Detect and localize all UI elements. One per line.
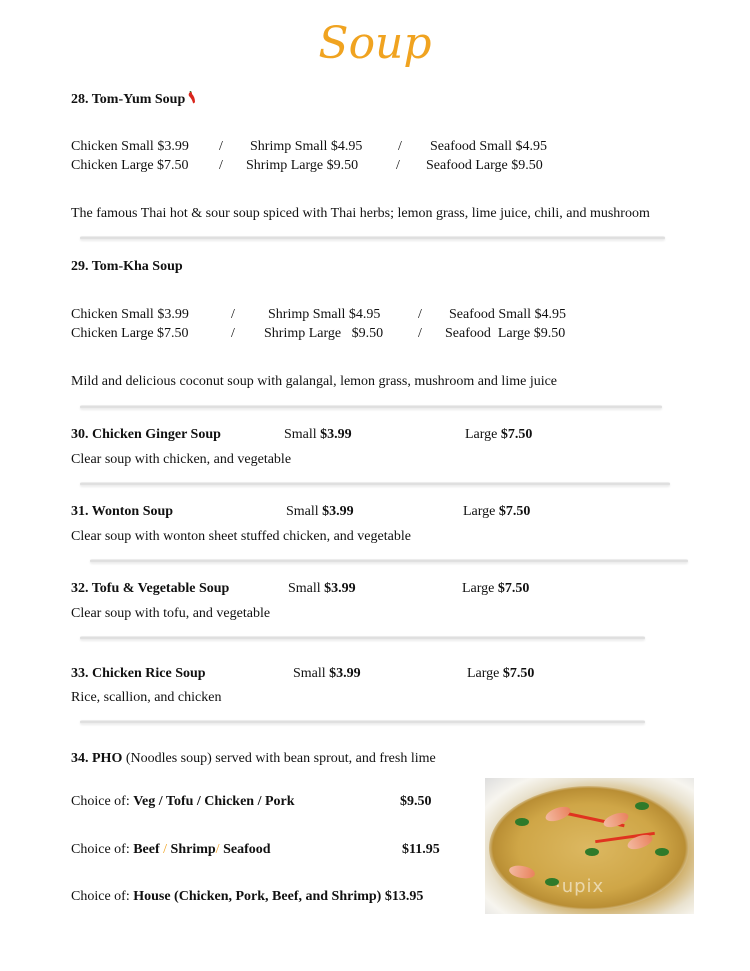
item-32-small: Small $3.99 — [288, 581, 356, 596]
sep: / — [231, 307, 235, 322]
menu-title: Soup — [318, 18, 432, 69]
tom-yum-heading — [71, 91, 197, 108]
pho-description: (Noodles soup) served with bean sprout, and fresh lime — [122, 751, 436, 766]
item-30-small: Small $3.99 — [284, 427, 352, 442]
pho-choice-2: Choice of: Beef / Shrimp/ Seafood — [71, 842, 271, 857]
tom-yum-price-6: Seafood Large $9.50 — [426, 158, 543, 173]
tom-kha-price-4: Chicken Large $7.50 — [71, 326, 189, 341]
tom-kha-price-6: Seafood Large $9.50 — [445, 326, 566, 341]
item-32-description: Clear soup with tofu, and vegetable — [71, 606, 271, 621]
tom-yum-price-2: Shrimp Small $4.95 — [250, 139, 363, 154]
sep: / — [219, 139, 223, 154]
tom-yum-name: 28. Tom-Yum Soup — [71, 92, 186, 107]
tom-yum-price-4: Chicken Large $7.50 — [71, 158, 189, 173]
sep: / — [418, 326, 422, 341]
tom-kha-price-3: Seafood Small $4.95 — [449, 307, 567, 322]
item-33-small: Small $3.99 — [293, 666, 361, 681]
divider — [80, 236, 665, 240]
sep: / — [418, 307, 422, 322]
pho-photo — [485, 778, 694, 914]
item-30-large: Large $7.50 — [465, 427, 533, 442]
pho-choice-1: Choice of: Veg / Tofu / Chicken / Pork — [71, 794, 295, 809]
sep: / — [396, 158, 400, 173]
item-33-description: Rice, scallion, and chicken — [71, 690, 222, 705]
divider — [80, 720, 645, 724]
tom-kha-price-2: Shrimp Small $4.95 — [268, 307, 381, 322]
item-33-name: 33. Chicken Rice Soup — [71, 666, 206, 681]
sep: / — [398, 139, 402, 154]
item-31-small: Small $3.99 — [286, 504, 354, 519]
pho-choice-3-price: $13.95 — [384, 889, 424, 904]
tom-kha-price-5: Shrimp Large $9.50 — [264, 326, 384, 341]
pho-choice-2-price: $11.95 — [402, 842, 440, 857]
item-31-large: Large $7.50 — [463, 504, 531, 519]
divider — [90, 559, 688, 563]
item-33-large: Large $7.50 — [467, 666, 535, 681]
pho-choice-3: Choice of: House (Chicken, Pork, Beef, and Shrimp) $13.95 — [71, 889, 424, 904]
sep: / — [219, 158, 223, 173]
tom-yum-price-1: Chicken Small $3.99 — [71, 139, 189, 154]
divider — [80, 482, 670, 486]
item-32-large: Large $7.50 — [462, 581, 530, 596]
tom-yum-description: The famous Thai hot & sour soup spiced with Thai herbs; lemon grass, lime juice, chili, and mushroom — [71, 206, 650, 221]
sep: / — [231, 326, 235, 341]
item-31-description: Clear soup with wonton sheet stuffed chicken, and vegetable — [71, 529, 411, 544]
item-30-name: 30. Chicken Ginger Soup — [71, 427, 221, 442]
tom-yum-price-3: Seafood Small $4.95 — [430, 139, 548, 154]
chili-pepper-icon — [187, 91, 197, 105]
tom-kha-description: Mild and delicious coconut soup with galangal, lemon grass, mushroom and lime juice — [71, 374, 558, 389]
item-30-description: Clear soup with chicken, and vegetable — [71, 452, 292, 467]
tom-yum-price-5: Shrimp Large $9.50 — [246, 158, 359, 173]
item-31-name: 31. Wonton Soup — [71, 504, 174, 519]
pho-heading — [71, 751, 436, 767]
divider — [80, 636, 645, 640]
photo-watermark: ·upix — [555, 876, 605, 897]
item-32-name: 32. Tofu & Vegetable Soup — [71, 581, 230, 596]
divider — [80, 405, 662, 409]
pho-name: 34. PHO — [71, 751, 123, 766]
pho-choice-1-price: $9.50 — [400, 794, 432, 809]
tom-kha-name: 29. Tom-Kha Soup — [71, 259, 183, 274]
tom-kha-price-1: Chicken Small $3.99 — [71, 307, 189, 322]
